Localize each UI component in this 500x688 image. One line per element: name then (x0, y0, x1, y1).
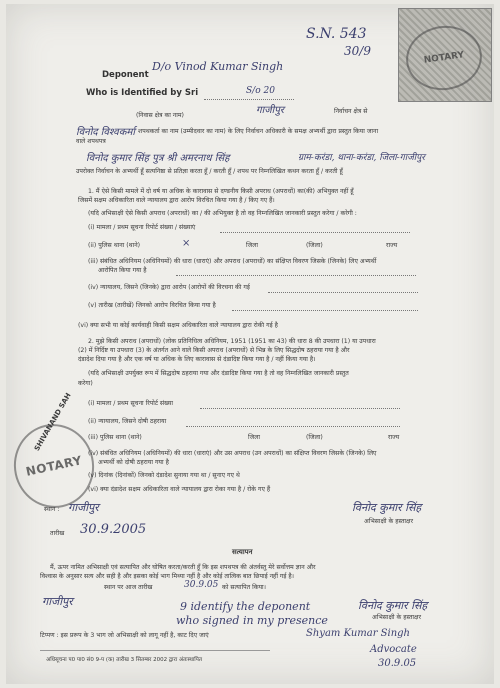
notary-ring-text: SHIVANAND SAH (32, 391, 73, 453)
para-2d: (यदि अभिसाक्षी उपर्युक्त रूप में सिद्धदोष ठहराया गया और दंडादिष्ट किया गया है तो वह निम्नलिखित जानकारी प्रस्तुत (88, 370, 349, 377)
verification-date: 30.9.05 (184, 580, 219, 590)
notary-seal-left: NOTARY (6, 417, 102, 516)
place-label: स्थान : (44, 506, 60, 513)
list1-item-4: (iv) न्यायालय, जिसने (जिनके) द्वारा आरोप (आरोपों की विरचना की गई (88, 284, 250, 291)
note-line: टिप्पण : इस प्ररूप के 3 भाग जो अभिसाक्षी को लागू नहीं है, काट दिए जाएं (40, 632, 209, 639)
verification-signature-caption: अभिसाक्षी के हस्ताक्षर (372, 614, 421, 621)
date-value: 30.9.2005 (80, 522, 147, 537)
district-label-2: जिला (248, 434, 260, 441)
verification-line-3: स्थान पर आज तारीख (104, 584, 153, 591)
advocate-date: 30.9.05 (378, 658, 417, 669)
cross-mark: × (182, 238, 191, 249)
identified-label: Who is Identified by Sri (86, 88, 199, 98)
list1-item-2: (ii) पुलिस थाना (थाने) (88, 242, 141, 249)
verification-line-1: मैं, ऊपर नामित अभिसाक्षी एवं सत्यापित और घोषित करता/करती हूँ कि इस शपथपत्र की अंतर्वस्तु मेरे सर्वोत्तम ज्ञान और (50, 564, 316, 571)
deponent-signature: विनोद कुमार सिंह (352, 501, 422, 514)
district-label-2b: (जिला) (306, 434, 323, 441)
list2-item-6: (vi) क्या दंडादेश सक्षम अधिकारिता वाले न्यायालय द्वारा रोका गया है / रोके गए हैं (88, 486, 271, 493)
constituency-label: निर्वाचन क्षेत्र से (334, 108, 368, 115)
verification-signature: विनोद कुमार सिंह (358, 599, 428, 612)
identify-line-1: 9 identify the deponent (180, 600, 311, 613)
serial-date: 30/9 (344, 44, 371, 58)
list2-item-4: (iv) संबंधित अधिनियम (अधिनियमों) की धारा (धाराएं) और उस अपराध (उन अपराधों) का संक्षिप्त विवरण जिसके (जिनके) लिए (88, 450, 377, 457)
affidavit-page (6, 4, 494, 684)
deponent-name: D/o Vinod Kumar Singh (152, 60, 284, 73)
identifier-name: S/o 20 (246, 86, 275, 96)
para-2: 2. मुझे किसी अपराध (अपराधों) (लोक प्रतिनिधित्व अधिनियम, 1951 (1951 का 43) की धारा 8 की उपधारा (1) या उपधारा (88, 338, 376, 345)
verification-heading: सत्यापन (232, 548, 253, 556)
verification-line-3-end: को सत्यापित किया। (222, 584, 266, 591)
para-1: 1. मैं ऐसे किसी मामले में दो वर्ष या अधिक के कारावास से दण्डनीय किसी अपराध (अपराधों) का(की) अभियुक्त नहीं हूँ (88, 188, 354, 195)
list2-item-3: (iii) पुलिस थाना (थाने) (88, 434, 142, 441)
list2-item-1: (i) मामला / प्रथम सूचना रिपोर्ट संख्या (88, 400, 173, 407)
list1-item-3b: आरोपित किया गया है (98, 267, 147, 274)
signature-caption: अभिसाक्षी के हस्ताक्षर (364, 518, 413, 525)
para-2e: करेगा) (78, 380, 93, 387)
applicant-address: ग्राम-करंडा, थाना-करंडा, जिला-गाजीपुर (298, 153, 425, 163)
date-label: तारीख (50, 530, 65, 537)
district-label-1: जिला (246, 242, 258, 249)
notary-seal-top: NOTARY (402, 21, 486, 95)
advocate-name: Shyam Kumar Singh (306, 628, 410, 639)
district-name: गाजीपुर (256, 105, 284, 116)
list2-item-4b: अभ्यर्थी को दोषी ठहराया गया है (98, 459, 169, 466)
intro-hand: विनोद विश्वकर्मा (76, 127, 135, 138)
intro-line-2: वाले शपथपत्र (76, 138, 106, 145)
para-1c: (यदि अभिसाक्षी ऐसे किसी अपराध (अपराधों) का / की अभियुक्त है तो वह निम्नलिखित जानकारी प्रस्तुत करेगा / करेगी : (88, 210, 357, 217)
state-label-2: राज्य (388, 434, 400, 441)
verification-place: गाजीपुर (42, 595, 73, 608)
verification-line-2: विश्वास के अनुसार सत्य और सही है और इसका कोई भाग मिथ्या नहीं है और कोई तात्विक बात छिपाई नहीं गई है। (40, 573, 295, 580)
list1-item-3: (iii) संबंधित अधिनियम (अधिनियमों) की धारा (धाराएं) और अपराध (अपराधों) का संक्षिप्त विवरण जिसके (जिनके) लिए अभ्यर्थी (88, 258, 377, 265)
list1-item-5: (v) तारीख (तारीखें) जिनको आरोप विरचित किया गया है (88, 302, 216, 309)
advocate-title: Advocate (370, 644, 417, 655)
oath-line: उपरोक्त निर्वाचन के अभ्यर्थी हूँ सत्यनिष्ठा से प्रतिज्ञा करता हूँ / करती हूँ / शपथ पर निम्नलिखित कथन करता हूँ / करती हूँ (76, 168, 343, 175)
place-value: गाजीपुर (68, 501, 99, 514)
identify-line-2: who signed in my presence (176, 614, 328, 627)
constituency-hint: (निवास क्षेत्र का नाम) (136, 112, 184, 119)
deponent-label: Deponent (102, 70, 149, 80)
para-2c: दंडादेश दिया गया है और एक वर्ष या अधिक के लिए कारावास से दंडादिष्ट किया गया है / नहीं किया गया है। (78, 356, 316, 363)
list1-item-1: (i) मामला / प्रथम सूचना रिपोर्ट संख्या / संख्याएं (88, 224, 196, 231)
list1-item-6: (vi) क्या सभी या कोई कार्यवाही किसी सक्षम अधिकारिता वाले न्यायालय द्वारा रोकी गई है (78, 322, 278, 329)
district-label-1b: (जिला) (306, 242, 323, 249)
applicant-name: विनोद कुमार सिंह पुत्र श्री अमरनाथ सिंह (86, 153, 230, 164)
intro-line: शपथकर्ता का नाम (उम्मीदवार का नाम) के लिए निर्वाचन अधिकारी के समक्ष अभ्यर्थी द्वारा प्रस्तुत किया जाना (138, 128, 379, 135)
list2-item-5: (v) दिनांक (दिनांकों) जिनको दंडादेश सुनाया गया था / सुनाए गए थे (88, 472, 240, 479)
para-1b: जिसमें सक्षम अधिकारिता वाले न्यायालय द्वारा आरोप विरचित किया गया है / किए गए हैं। (78, 197, 275, 204)
serial-number: S.N. 543 (306, 26, 367, 42)
list2-item-2: (ii) न्यायालय, जिसने दोषी ठहराया (88, 418, 167, 425)
para-2b: (2) में निर्दिष्ट या उपधारा (3) के अंतर्गत आने वाले किसी अपराध (अपराधों) से भिन्न के लिए सिद्धदोष ठहराया गया है और (78, 347, 350, 354)
footer-note: अधिसूचना प0 पा0 सं0 9-प (क) तारीख 3 सितम्बर 2002 द्वारा अंतःस्थापित (46, 657, 202, 663)
state-label-1: राज्य (386, 242, 398, 249)
